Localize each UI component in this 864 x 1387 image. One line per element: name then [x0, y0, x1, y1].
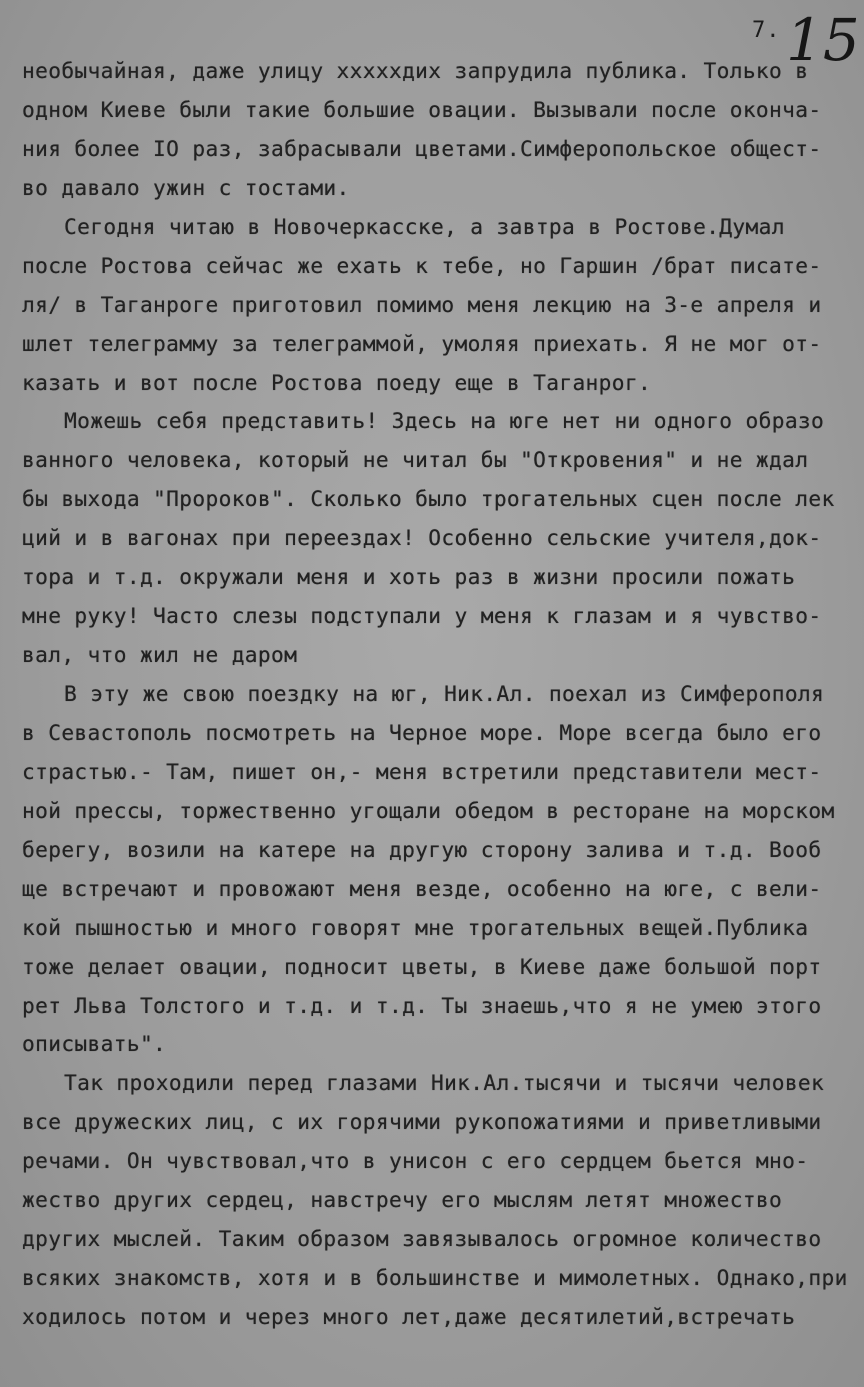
text-line: ния более IO раз, забрасывали цветами.Симферопольское общест-: [22, 135, 822, 161]
page-number: 7.: [752, 18, 781, 43]
text-line: кой пышностью и много говорят мне трогательных вещей.Публика: [22, 914, 809, 940]
text-line: тора и т.д. окружали меня и хоть раз в жизни просили пожать: [22, 564, 796, 590]
text-line: рет Льва Толстого и т.д. и т.д. Ты знаешь,что я не умею этого: [22, 992, 822, 1018]
text-line: всяких знакомств, хотя и в большинстве и мимолетных. Однако,при: [22, 1265, 848, 1291]
text-line: тоже делает овации, подносит цветы, в Киеве даже большой порт: [22, 953, 822, 979]
text-line: страстью.- Там, пишет он,- меня встретили представители мест-: [22, 758, 822, 784]
body-text: [22, 52, 848, 1337]
text-line: Можешь себя представить! Здесь на юге нет ни одного образо: [64, 408, 825, 434]
text-line: все дружеских лиц, с их горячими рукопожатиями и приветливыми: [22, 1109, 822, 1135]
text-line: после Ростова сейчас же ехать к тебе, но Гаршин /брат писате-: [22, 252, 822, 278]
text-line: казать и вот после Ростова поеду еще в Таганрог.: [22, 369, 652, 395]
text-line: описывать".: [22, 1031, 167, 1057]
text-line: ходилось потом и через много лет,даже десятилетий,встречать: [22, 1304, 796, 1329]
text-line: в Севастополь посмотреть на Черное море. Море всегда было его: [22, 719, 822, 745]
text-line: ций и в вагонах при переездах! Особенно сельские учителя,док-: [22, 525, 822, 551]
text-line: во давало ужин с тостами.: [22, 174, 350, 200]
text-line: ля/ в Таганроге приготовил помимо меня лекцию на 3-е апреля и: [22, 291, 822, 317]
text-line: других мыслей. Таким образом завязывалось огромное количество: [22, 1226, 822, 1252]
text-line: вал, что жил не даром: [22, 642, 298, 668]
text-line: ной прессы, торжественно угощали обедом в ресторане на морском: [22, 797, 835, 823]
text-line: ще встречают и провожают меня везде, особенно на юге, с вели-: [22, 875, 822, 901]
text-line: необычайная, даже улицу хххххдих запрудила публика. Только в: [22, 58, 809, 83]
text-line: жество других сердец, навстречу его мыслям летят множество: [22, 1187, 783, 1213]
folio-text: 15: [786, 6, 856, 68]
text-line: Так проходили перед глазами Ник.Ал.тысячи и тысячи человек: [64, 1070, 825, 1096]
text-line: речами. Он чувствовал,что в унисон с его сердцем бьется мно-: [22, 1148, 809, 1174]
text-line: мне руку! Часто слезы подступали у меня к глазам и я чувство-: [22, 603, 822, 629]
text-line: бы выхода "Пророков". Сколько было трогательных сцен после лек: [22, 486, 835, 512]
text-line: Сегодня читаю в Новочеркасске, а завтра в Ростове.Думал: [64, 213, 785, 239]
text-line: шлет телеграмму за телеграммой, умоляя приехать. Я не мог от-: [22, 330, 822, 356]
text-line: берегу, возили на катере на другую сторону залива и т.д. Вооб: [22, 836, 822, 862]
text-line: ванного человека, который не читал бы "Откровения" и не ждал: [22, 447, 809, 473]
text-line: В эту же свою поездку на юг, Ник.Ал. поехал из Симферополя: [64, 681, 825, 706]
text-line: одном Киеве были такие большие овации. Вызывали после оконча-: [22, 96, 822, 122]
